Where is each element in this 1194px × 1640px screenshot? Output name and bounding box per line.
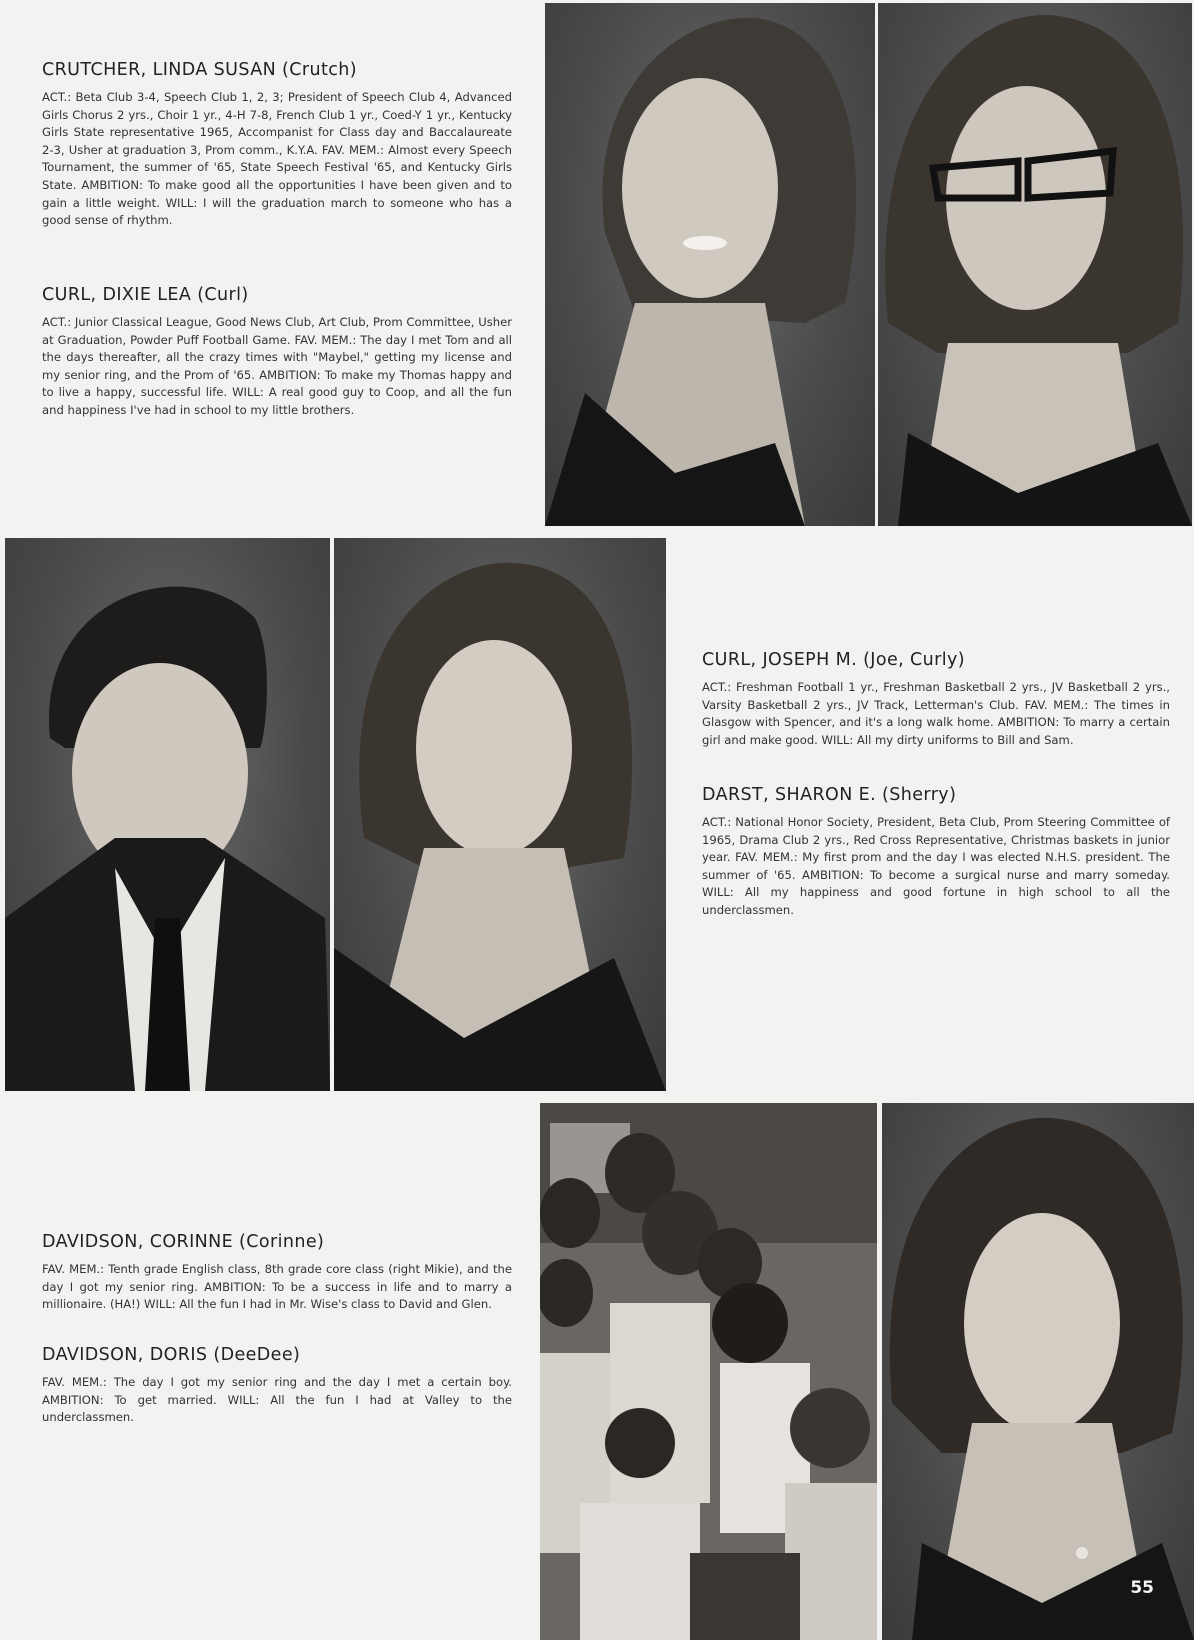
entry-crutcher <box>42 60 512 230</box>
student-name: CRUTCHER, LINDA SUSAN (Crutch) <box>42 60 357 80</box>
entry-curl-dixie <box>42 285 512 420</box>
portrait-photo-davidson <box>882 1103 1194 1640</box>
portrait-photo-darst <box>334 538 666 1091</box>
student-bio: ACT.: Junior Classical League, Good News Club, Art Club, Prom Committee, Usher at Graduation, Powder Puff Football Game. FAV. MEM.: The day I met Tom and all the days thereafter, all the crazy times with "Maybel," getting my license and my senior ring, and the Prom of '65. AMBITION: To make my Thomas happy and to live a happy, successful life. WILL: A real good guy to Coop, and all the fun and happiness I've had in school to my little brothers. <box>42 315 512 417</box>
student-bio: FAV. MEM.: The day I got my senior ring and the day I met a certain boy. AMBITION: To get married. WILL: All the fun I had at Valley to the underclassmen. <box>42 1375 512 1425</box>
student-name: DAVIDSON, CORINNE (Corinne) <box>42 1232 325 1252</box>
student-bio: ACT.: Beta Club 3-4, Speech Club 1, 2, 3; President of Speech Club 4, Advanced Girls Chorus 2 yrs., Choir 1 yr., 4-H 7-8, French Club 1 yr., Coed-Y 1 yr., Kentucky Girls State representative 1965, Accompanist for Class day and Baccalaureate 2-3, Usher at graduation 3, Prom comm., K.Y.A. FAV. MEM.: Almost every Speech Tournament, the summer of '65, State Speech Festival '65, and Kentucky Girls State. AMBITION: To make good all the opportunities I have been given and to gain a little weight. WILL: I will the graduation march to someone who has a good sense of rhythm. <box>42 90 512 228</box>
entry-darst <box>702 785 1170 920</box>
portrait-photo-crutcher <box>545 3 875 526</box>
student-bio: ACT.: Freshman Football 1 yr., Freshman Basketball 2 yrs., JV Basketball 2 yrs., Varsity Basketball 2 yrs., JV Track, Letterman's Club. FAV. MEM.: The times in Glasgow with Spencer, and it's a long walk home. AMBITION: To marry a certain girl and make good. WILL: All my dirty uniforms to Bill and Sam. <box>702 680 1170 747</box>
student-name: CURL, JOSEPH M. (Joe, Curly) <box>702 650 966 670</box>
portrait-photo-curl-joseph <box>5 538 330 1091</box>
portrait-photo-curl-dixie <box>878 3 1192 526</box>
entry-davidson-corinne <box>42 1232 512 1314</box>
entry-davidson-doris <box>42 1345 512 1427</box>
candid-group-photo <box>540 1103 877 1640</box>
student-name: DAVIDSON, DORIS (DeeDee) <box>42 1345 301 1365</box>
student-name: CURL, DIXIE LEA (Curl) <box>42 285 249 305</box>
page-number: 55 <box>1130 1578 1154 1598</box>
student-name: DARST, SHARON E. (Sherry) <box>702 785 957 805</box>
student-bio: ACT.: National Honor Society, President, Beta Club, Prom Steering Committee of 1965, Drama Club 2 yrs., Red Cross Representative, Christmas baskets in junior year. FAV. MEM.: My first prom and the day I was elected N.H.S. president. The summer of '65. AMBITION: To become a surgical nurse and marry someday. WILL: All my happiness and good fortune in high school to all the underclassmen. <box>702 815 1170 917</box>
student-bio: FAV. MEM.: Tenth grade English class, 8th grade core class (right Mikie), and the day I got my senior ring. AMBITION: To be a success in life and to marry a millionaire. (HA!) WILL: All the fun I had in Mr. Wise's class to David and Glen. <box>42 1262 512 1312</box>
entry-curl-joseph <box>702 650 1170 749</box>
